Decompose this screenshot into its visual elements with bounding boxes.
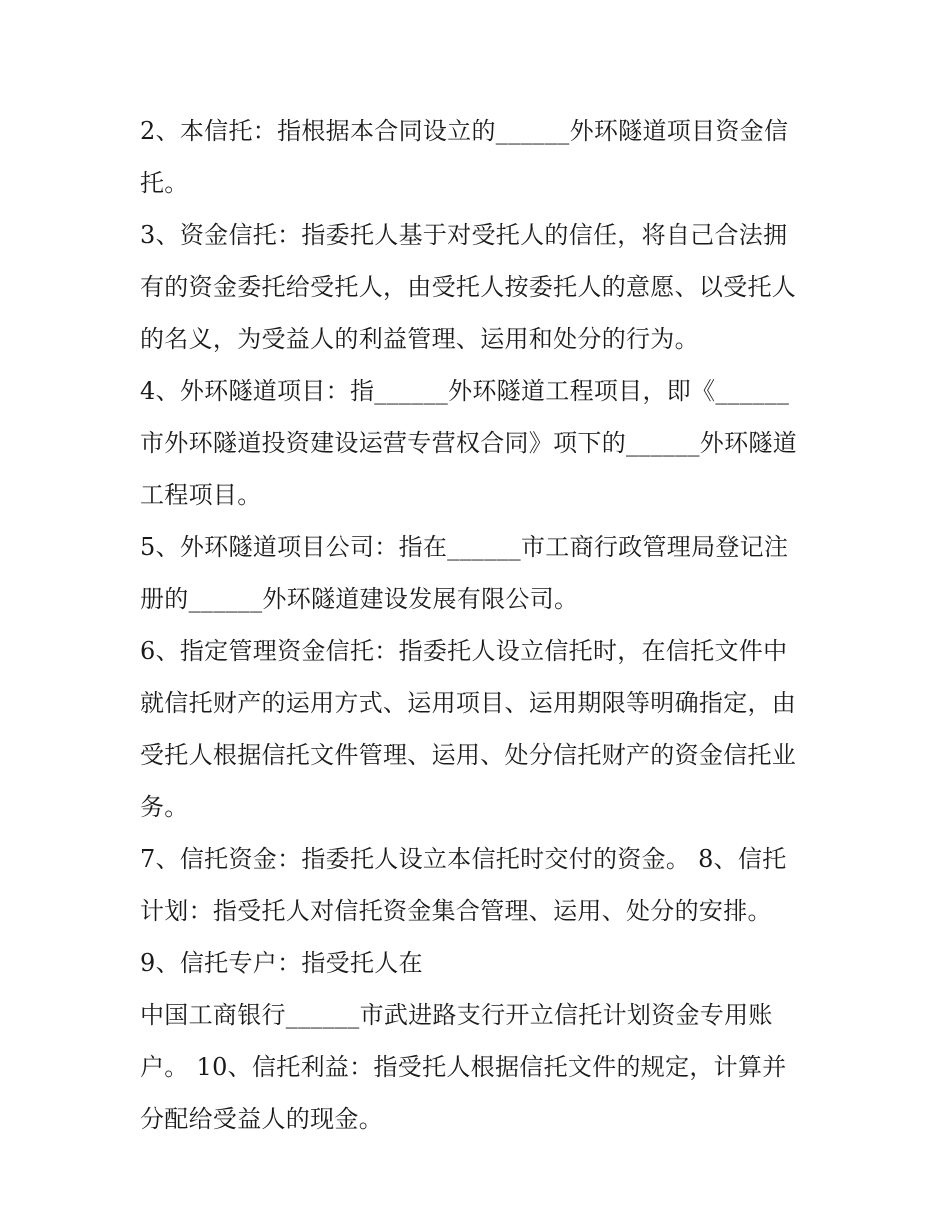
text-line: 册的______外环隧道建设发展有限公司。: [140, 585, 579, 613]
text-line: 有的资金委托给受托人，由受托人按委托人的意愿、以受托人: [140, 273, 797, 301]
text-line: 分配给受益人的现金。: [140, 1105, 383, 1133]
text-line: 工程项目。: [140, 481, 262, 509]
text-line: 就信托财产的运用方式、运用项目、运用期限等明确指定，由: [140, 689, 797, 717]
text-line: 计划：指受托人对信托资金集合管理、运用、处分的安排。: [140, 897, 772, 925]
text-line: 6、指定管理资金信托：指委托人设立信托时，在信托文件中: [140, 637, 788, 665]
text-line: 户。 10、信托利益：指受托人根据信托文件的规定，计算并: [140, 1053, 787, 1081]
text-line: 受托人根据信托文件管理、运用、处分信托财产的资金信托业: [140, 741, 797, 769]
text-line: 的名义，为受益人的利益管理、运用和处分的行为。: [140, 325, 699, 353]
text-line: 中国工商银行______市武进路支行开立信托计划资金专用账: [140, 1001, 773, 1029]
text-line: 7、信托资金：指委托人设立本信托时交付的资金。 8、信托: [140, 845, 787, 873]
text-line: 2、本信托：指根据本合同设立的______外环隧道项目资金信: [140, 117, 789, 145]
text-line: 4、外环隧道项目：指______外环隧道工程项目，即《______: [140, 377, 790, 405]
text-line: 托。: [140, 169, 189, 197]
text-line: 5、外环隧道项目公司：指在______市工商行政管理局登记注: [140, 533, 789, 561]
text-line: 9、信托专户：指受托人在: [140, 949, 423, 977]
text-line: 3、资金信托：指委托人基于对受托人的信任，将自己合法拥: [140, 221, 788, 249]
text-line: 市外环隧道投资建设运营专营权合同》项下的______外环隧道: [140, 429, 797, 457]
text-line: 务。: [140, 793, 189, 821]
